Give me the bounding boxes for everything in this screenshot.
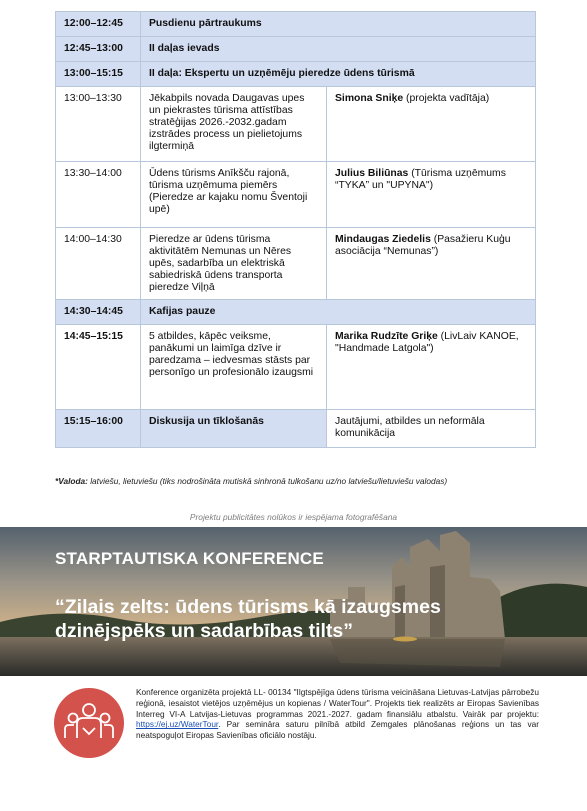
time-cell: 13:30–14:00 bbox=[56, 162, 141, 228]
language-label: *Valoda: bbox=[55, 476, 88, 486]
schedule-row bbox=[56, 87, 536, 162]
topic-cell: Diskusija un tīklošanās bbox=[141, 410, 327, 448]
speaker-name: Julius Biliūnas bbox=[335, 168, 409, 179]
banner-title: STARPTAUTISKA KONFERENCE bbox=[55, 549, 324, 568]
project-link[interactable]: https://ej.uz/WaterTour bbox=[136, 719, 219, 730]
schedule-row bbox=[56, 325, 536, 410]
speaker-cell bbox=[327, 87, 536, 162]
speaker-role: (Pasažieru Kuģu asociācija “Nemunas”) bbox=[335, 234, 511, 257]
footer-text-after: . Par semināra saturu pilnībā atbild Zemgales plānošanas reģions un tas var neatspoguļot Eiropas Savienības oficiālo nostāju. bbox=[136, 719, 539, 741]
time-cell: 12:00–12:45 bbox=[56, 12, 141, 37]
footer-text bbox=[136, 687, 539, 741]
topic-cell: Pusdienu pārtraukums bbox=[141, 12, 536, 37]
photo-note: Projektu publicitātes nolūkos ir iespējama fotografēšana bbox=[189, 512, 398, 522]
schedule-row bbox=[56, 12, 536, 37]
time-cell: 14:30–14:45 bbox=[56, 300, 141, 325]
topic-cell: Kafijas pauze bbox=[141, 300, 536, 325]
schedule-row bbox=[56, 162, 536, 228]
schedule-table bbox=[55, 11, 536, 448]
speaker-name: Mindaugas Ziedelis bbox=[335, 234, 431, 245]
speaker-role: (projekta vadītāja) bbox=[403, 93, 490, 104]
topic-cell: 5 atbildes, kāpēc veiksme, panākumi un laimīga dzīve ir paredzama – iedvesmas stāsts par personīgo un profesionālo izaugsmi bbox=[141, 325, 327, 410]
time-cell: 14:45–15:15 bbox=[56, 325, 141, 410]
footer-text-before: Konference organizēta projektā LL- 00134 "Ilgtspējīga ūdens tūrisma veicināšana Lietuvas-Latvijas pārrobežu reģionā, iesaistot vietējos uzņēmējus un kopienas / WaterTour". Projekts tiek realizēts ar Eiropas Savienības Interreg VI-A Latvijas-Lietuvas programmas 2021.-2027. gadam finansiālu atbalstu. Vairāk par projektu: bbox=[136, 687, 539, 719]
time-cell: 13:00–15:15 bbox=[56, 62, 141, 87]
people-group-icon bbox=[54, 688, 124, 758]
language-note bbox=[55, 476, 447, 486]
time-cell: 12:45–13:00 bbox=[56, 37, 141, 62]
language-text: latviešu, lietuviešu (tiks nodrošināta mutiskā sinhronā tulkošanu uz/no latviešu/lietuviešu valodas) bbox=[87, 476, 448, 486]
speaker-cell bbox=[327, 325, 536, 410]
time-cell: 13:00–13:30 bbox=[56, 87, 141, 162]
topic-cell: II daļas ievads bbox=[141, 37, 536, 62]
speaker-role: (Tūrisma uzņēmums “TYKA” un "UPYNA") bbox=[335, 168, 506, 191]
schedule-row bbox=[56, 300, 536, 325]
topic-cell: Pieredze ar ūdens tūrisma aktivitātēm Nemunas un Nēres upēs, sadarbība un elektriskā sabiedriskā ūdens transporta pieredze Viļņā bbox=[141, 228, 327, 300]
time-cell: 14:00–14:30 bbox=[56, 228, 141, 300]
schedule-row bbox=[56, 37, 536, 62]
speaker-role: (LivLaiv KANOE, "Handmade Latgola") bbox=[335, 331, 519, 354]
note-cell: Jautājumi, atbildes un neformāla komunikācija bbox=[327, 410, 536, 448]
speaker-cell bbox=[327, 228, 536, 300]
time-cell: 15:15–16:00 bbox=[56, 410, 141, 448]
schedule-row bbox=[56, 62, 536, 87]
conference-banner bbox=[0, 527, 587, 676]
banner-subtitle: “Zilais zelts: ūdens tūrisms kā izaugsmes dzinējspēks un sadarbības tilts” bbox=[55, 596, 441, 642]
speaker-name: Marika Rudzīte Griķe bbox=[335, 331, 438, 342]
topic-cell: Jēkabpils novada Daugavas upes un piekrastes tūrisma attīstības stratēģijas 2026.-2032.gadam izstrādes process un pielietojums ilgtermiņā bbox=[141, 87, 327, 162]
speaker-name: Simona Sniķe bbox=[335, 93, 404, 104]
topic-cell: Ūdens tūrisms Anīkšču rajonā, tūrisma uzņēmuma piemērs (Pieredze ar kajaku nomu Šventoji upē) bbox=[141, 162, 327, 228]
schedule-row bbox=[56, 228, 536, 300]
speaker-cell bbox=[327, 162, 536, 228]
schedule-row bbox=[56, 410, 536, 448]
topic-cell: II daļa: Ekspertu un uzņēmēju pieredze ūdens tūrismā bbox=[141, 62, 536, 87]
